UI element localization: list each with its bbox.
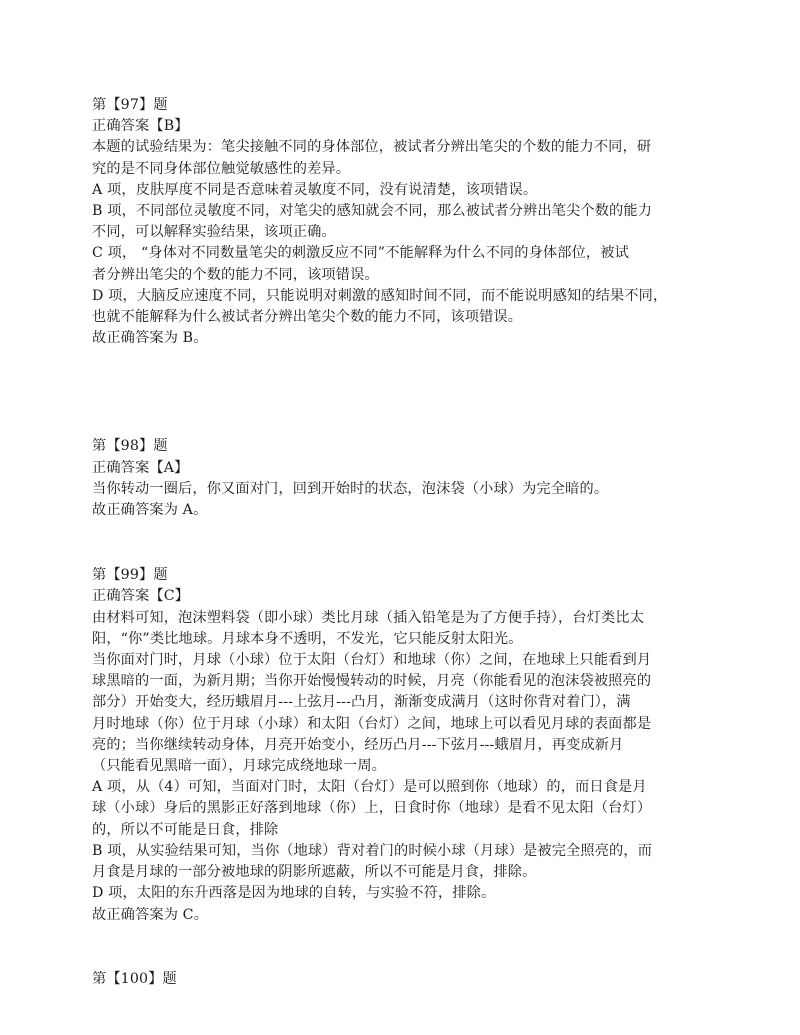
question-97-section: [92, 95, 712, 349]
question-100-section: [92, 969, 712, 990]
question-99-header: 第【99】题: [92, 567, 168, 584]
question-98-section: [92, 436, 712, 521]
explanation-line: 球黑暗的一面，为新月期；当你开始慢慢转动的时候，月亮（你能看见的泡沫袋被照亮的: [92, 673, 652, 690]
explanation-line: 阳，“你”类比地球。月球本身不透明，不发光，它只能反射太阳光。: [92, 630, 523, 647]
explanation-line: A 项，皮肤厚度不同是否意味着灵敏度不同，没有说清楚，该项错误。: [92, 181, 538, 198]
explanation-line: 也就不能解释为什么被试者分辨出笔尖个数的能力不同，该项错误。: [92, 309, 523, 326]
explanation-line: 月时地球（你）位于月球（小球）和太阳（台灯）之间，地球上可以看见月球的表面都是: [92, 715, 652, 732]
question-99-answer: 正确答案【C】: [92, 588, 190, 605]
explanation-line: 究的是不同身体部位触觉敏感性的差异。: [92, 160, 351, 177]
explanation-line: 故正确答案为 C。: [92, 906, 209, 923]
explanation-line: 本题的试验结果为：笔尖接触不同的身体部位，被试者分辨出笔尖的个数的能力不同，研: [92, 139, 652, 156]
explanation-line: B 项，从实验结果可知，当你（地球）背对着门的时候小球（月球）是被完全照亮的，而: [92, 842, 653, 859]
explanation-line: 球（小球）身后的黑影正好落到地球（你）上，日食时你（地球）是看不见太阳（台灯）: [92, 800, 652, 817]
explanation-line: 者分辨出笔尖的个数的能力不同，该项错误。: [92, 266, 379, 283]
explanation-line: 部分）开始变大，经历蛾眉月---上弦月---凸月，渐渐变成满月（这时你背对着门），满: [92, 694, 631, 711]
explanation-line: 不同，可以解释实验结果，该项正确。: [92, 224, 336, 241]
question-98-answer: 正确答案【A】: [92, 459, 189, 476]
explanation-line: 亮的；当你继续转动身体，月亮开始变小，经历凸月---下弦月---蛾眉月，再变成新月: [92, 736, 624, 753]
question-97-header: 第【97】题: [92, 97, 168, 113]
section-spacer: [92, 521, 712, 565]
explanation-line: 月食是月球的一部分被地球的阴影所遮蔽，所以不可能是月食，排除。: [92, 864, 537, 881]
question-97-answer: 正确答案【B】: [92, 118, 189, 135]
section-spacer: [92, 926, 712, 969]
explanation-line: D 项，大脑反应速度不同，只能说明对刺激的感知时间不同，而不能说明感知的结果不同，: [92, 287, 668, 304]
section-spacer: [92, 349, 712, 436]
question-99-section: [92, 565, 712, 925]
explanation-line: D 项，太阳的东升西落是因为地球的自转，与实验不符，排除。: [92, 885, 496, 902]
question-100-header: 第【100】题: [92, 970, 177, 987]
explanation-line: 故正确答案为 B。: [92, 330, 208, 347]
explanation-line: C 项， “身体对不同数量笔尖的刺激反应不同”不能解释为什么不同的身体部位，被试: [92, 245, 629, 262]
explanation-line: A 项，从（4）可知，当面对门时，太阳（台灯）是可以照到你（地球）的，而日食是月: [92, 779, 647, 796]
question-98-header: 第【98】题: [92, 438, 168, 455]
explanation-line: （只能看见黑暗一面），月球完成绕地球一周。: [92, 758, 386, 775]
explanation-line: 的，所以不可能是日食，排除: [92, 821, 279, 838]
explanation-line: 当你转动一圈后，你又面对门，回到开始时的状态，泡沫袋（小球）为完全暗的。: [92, 480, 609, 497]
explanation-line: 由材料可知，泡沫塑料袋（即小球）类比月球（插入铅笔是为了方便手持），台灯类比太: [92, 609, 645, 626]
answer-document: [92, 95, 712, 990]
explanation-line: 当你面对门时，月球（小球）位于太阳（台灯）和地球（你）之间，在地球上只能看到月: [92, 652, 652, 669]
explanation-line: 故正确答案为 A。: [92, 502, 208, 519]
explanation-line: B 项，不同部位灵敏度不同，对笔尖的感知就会不同，那么被试者分辨出笔尖个数的能力: [92, 203, 653, 220]
